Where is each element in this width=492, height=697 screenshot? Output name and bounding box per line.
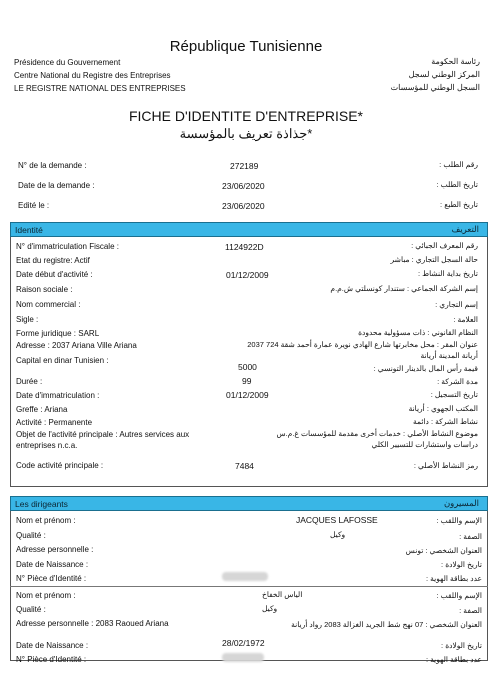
manager2-name-label: Nom et prénom : bbox=[16, 591, 76, 600]
manager1-role-value: وكيل bbox=[330, 530, 346, 539]
manager2-address: Adresse personnelle : 2083 Raoued Ariana bbox=[16, 619, 169, 628]
request-number-label: N° de la demande : bbox=[18, 161, 87, 170]
manager1-id-redacted bbox=[222, 572, 268, 581]
registry-status-ar: حالة السجل التجاري : مباشر bbox=[390, 255, 478, 264]
tax-id-label-ar: رقم المعرف الجبائي : bbox=[411, 241, 478, 250]
registration-date-label-ar: تاريخ التسجيل : bbox=[430, 390, 478, 399]
tax-id-label: N° d'immatriculation Fiscale : bbox=[16, 242, 119, 251]
registry-center-label: Centre National du Registre des Entreprises bbox=[14, 71, 171, 80]
registration-date-label: Date d'immatriculation : bbox=[16, 391, 100, 400]
edit-date-value: 23/06/2020 bbox=[222, 201, 265, 211]
start-date-label: Date début d'activité : bbox=[16, 270, 93, 279]
acronym-label: Sigle : bbox=[16, 315, 39, 324]
legal-form-ar: النظام القانوني : ذات مسؤولية محدودة bbox=[358, 328, 478, 337]
main-activity-line2: entreprises n.c.a. bbox=[16, 441, 78, 450]
court-registry: Greffe : Ariana bbox=[16, 405, 68, 414]
registry-label-ar: السجل الوطني للمؤسسات bbox=[390, 83, 480, 92]
gov-label: Présidence du Gouvernement bbox=[14, 58, 121, 67]
activity-status-ar: نشاط الشركة : دائمة bbox=[413, 417, 478, 426]
address: Adresse : 2037 Ariana Ville Ariana bbox=[16, 341, 137, 350]
manager2-role-label-ar: الصفة : bbox=[459, 606, 482, 615]
manager2-name-value: الياس الخفاخ bbox=[262, 590, 303, 599]
duration-value: 99 bbox=[242, 376, 252, 386]
request-date-label: Date de la demande : bbox=[18, 181, 95, 190]
address-ar-line2: أريانة المدينة أريانة bbox=[420, 351, 478, 360]
start-date-value: 01/12/2009 bbox=[226, 270, 269, 280]
company-name-ar: إسم الشركة الجماعي : ستندار كونسلتي ش.م.م bbox=[330, 284, 478, 293]
request-number-value: 272189 bbox=[230, 161, 259, 171]
activity-code-label: Code activité principale : bbox=[16, 461, 104, 470]
registration-date-value: 01/12/2009 bbox=[226, 390, 269, 400]
company-name-label: Raison sociale : bbox=[16, 285, 73, 294]
manager2-birthdate-label-ar: تاريخ الولادة : bbox=[441, 641, 482, 650]
capital-value: 5000 bbox=[238, 362, 257, 372]
manager2-birthdate-value: 28/02/1972 bbox=[222, 638, 265, 648]
acronym-label-ar: العلامة : bbox=[453, 315, 478, 324]
main-activity-line1: Objet de l'activité principale : Autres services aux bbox=[16, 430, 190, 439]
managers-section-header bbox=[10, 496, 488, 511]
manager2-birthdate-label: Date de Naissance : bbox=[16, 641, 89, 650]
manager1-id-label-ar: عدد بطاقة الهوية : bbox=[425, 574, 482, 583]
country-title: République Tunisienne bbox=[169, 38, 323, 55]
manager1-role-label-ar: الصفة : bbox=[459, 532, 482, 541]
registry-center-label-ar: المركز الوطني لسجل bbox=[408, 70, 480, 79]
registry-status: Etat du registre: Actif bbox=[16, 256, 90, 265]
trade-name-label-ar: إسم التجاري : bbox=[435, 300, 478, 309]
edit-date-label-ar: تاريخ الطبع : bbox=[440, 200, 478, 209]
gov-label-ar: رئاسة الحكومة bbox=[431, 57, 480, 66]
duration-label: Durée : bbox=[16, 377, 43, 386]
identity-section-header bbox=[10, 222, 488, 237]
court-registry-ar: المكتب الجهوي : أريانة bbox=[408, 404, 478, 413]
identity-section-title: Identité bbox=[15, 225, 43, 235]
managers-section-title: Les dirigeants bbox=[15, 499, 68, 509]
document-title: FICHE D'IDENTITE D'ENTREPRISE* bbox=[128, 108, 364, 124]
main-activity-ar-line2: دراسات واستشارات للتسيير الكلي bbox=[371, 440, 478, 449]
manager2-role-value: وكيل bbox=[262, 604, 278, 613]
manager1-id-label: N° Pièce d'Identité : bbox=[16, 574, 87, 583]
capital-label-ar: قيمة رأس المال بالدينار التونسي : bbox=[373, 364, 478, 373]
activity-code-value: 7484 bbox=[235, 461, 254, 471]
address-ar: عنوان المقر : محل مخابرتها شارع الهادي نويرة عمارة أحمد شقة 724 2037 bbox=[247, 340, 478, 349]
manager2-id-redacted bbox=[222, 653, 264, 662]
managers-section-title-ar: المسيرون bbox=[443, 498, 479, 508]
manager2-id-label: N° Pièce d'Identité : bbox=[16, 655, 87, 664]
activity-code-label-ar: رمز النشاط الأصلي : bbox=[413, 461, 478, 470]
manager1-name-label: Nom et prénom : bbox=[16, 516, 76, 525]
trade-name-label: Nom commercial : bbox=[16, 300, 81, 309]
request-number-label-ar: رقم الطلب : bbox=[439, 160, 478, 169]
legal-form: Forme juridique : SARL bbox=[16, 329, 100, 338]
activity-status: Activité : Permanente bbox=[16, 418, 93, 427]
duration-label-ar: مدة الشركة : bbox=[437, 377, 478, 386]
manager2-name-label-ar: الإسم واللقب : bbox=[436, 591, 482, 600]
manager1-address-label: Adresse personnelle : bbox=[16, 545, 94, 554]
manager1-birthdate-label: Date de Naissance : bbox=[16, 560, 89, 569]
request-date-value: 23/06/2020 bbox=[222, 181, 265, 191]
tax-id-value: 1124922D bbox=[225, 242, 264, 252]
manager-separator bbox=[10, 586, 488, 587]
manager1-name-value: JACQUES LAFOSSE bbox=[296, 515, 378, 525]
manager1-name-label-ar: الإسم واللقب : bbox=[436, 516, 482, 525]
registry-label: LE REGISTRE NATIONAL DES ENTREPRISES bbox=[14, 84, 186, 93]
manager1-role-label: Qualité : bbox=[16, 531, 46, 540]
manager1-birthdate-label-ar: تاريخ الولادة : bbox=[441, 560, 482, 569]
manager1-address-ar: العنوان الشخصي : تونس bbox=[405, 546, 482, 555]
manager2-address-ar: العنوان الشخصي : 07 نهج شط الجريد الغزالة 2083 رواد أريانة bbox=[291, 620, 482, 629]
request-date-label-ar: تاريخ الطلب : bbox=[436, 180, 478, 189]
main-activity-ar-line1: موضوع النشاط الأصلي : خدمات أخرى مقدمة للمؤسسات غ.م.س bbox=[276, 429, 478, 438]
manager2-id-label-ar: عدد بطاقة الهوية : bbox=[425, 655, 482, 664]
document-title-ar: جذاذة تعريف بالمؤسسة* bbox=[179, 126, 313, 141]
edit-date-label: Edité le : bbox=[18, 201, 50, 210]
identity-section-title-ar: التعريف bbox=[451, 224, 479, 234]
manager2-role-label: Qualité : bbox=[16, 605, 46, 614]
capital-label: Capital en dinar Tunisien : bbox=[16, 356, 109, 365]
start-date-label-ar: تاريخ بداية النشاط : bbox=[417, 269, 478, 278]
